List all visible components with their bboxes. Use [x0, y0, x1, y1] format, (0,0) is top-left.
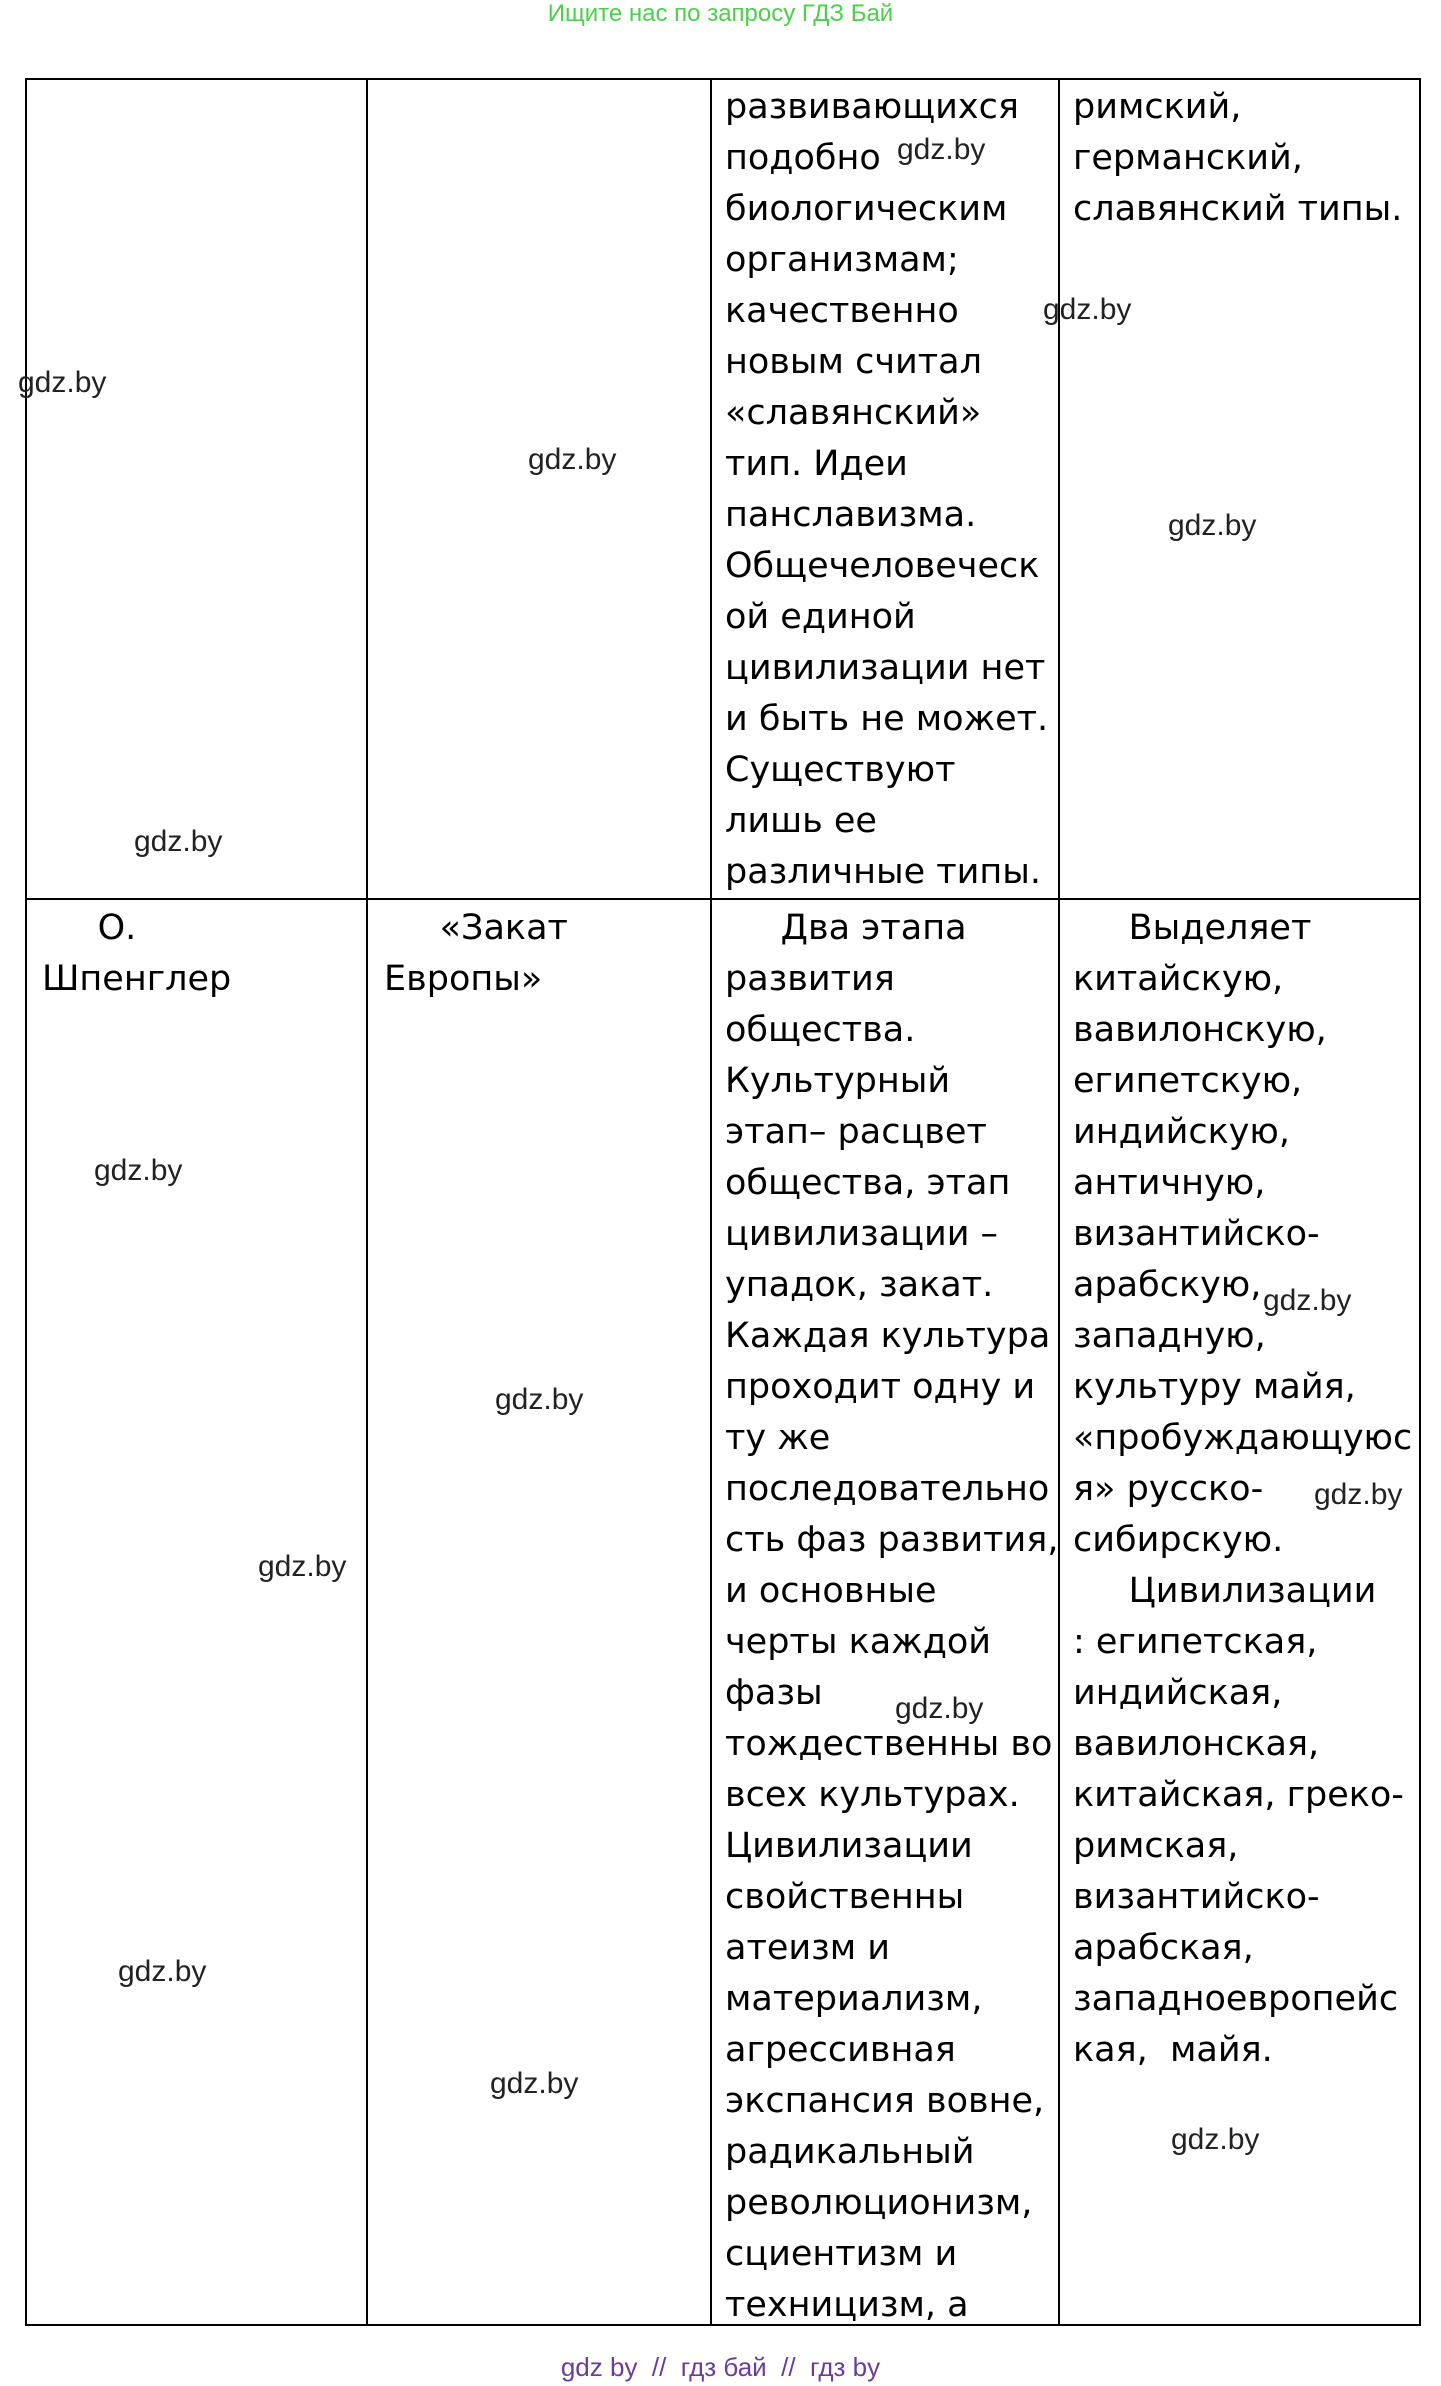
row2-civilizations-cell: Выделяет китайскую, вавилонскую, египетскую, индийскую, античную, византийско- арабскую, западную, культуру майя, «пробуждающуюс я» русско- сибирскую. Цивилизации : египетская, индийская, вавилонская, китайская, греко- римская, византийско- арабская, западноевропейс кая, майя.: [1073, 908, 1413, 2070]
watermark: gdz.by: [895, 1692, 984, 1725]
watermark: gdz.by: [1168, 509, 1257, 542]
column-divider: [366, 78, 368, 2326]
column-divider: [710, 78, 712, 2326]
watermark: gdz.by: [490, 2067, 579, 2100]
footer-links[interactable]: gdz by // гдз бай // гдз by: [560, 2352, 881, 2382]
watermark: gdz.by: [1043, 293, 1132, 326]
row2-work-cell: «Закат Европы»: [384, 908, 568, 999]
row1-types-cell: римский, германский, славянский типы.: [1073, 87, 1403, 229]
watermark: gdz.by: [495, 1383, 584, 1416]
watermark: gdz.by: [118, 1955, 207, 1988]
watermark: gdz.by: [94, 1154, 183, 1187]
row1-description-cell: развивающихся подобно биологическим организмам; качественно новым считал «славянский» тип. Идеи панславизма. Общечеловеческ ой единой цивилизации нет и быть не может. Существуют лишь ее различные типы.: [725, 87, 1049, 892]
row2-author-cell: О. Шпенглер: [42, 908, 232, 999]
row2-description-cell: Два этапа развития общества. Культурный этап– расцвет общества, этап цивилизации – упадок, закат. Каждая культура проходит одну и ту же последовательно сть фаз развития, и основные черты каждой фазы тождественны во всех культурах. Цивилизации свойственны атеизм и материализм, агрессивная экспансия вовне, радикальный революционизм, сциентизм и техницизм, а: [725, 908, 1059, 2325]
watermark: gdz.by: [258, 1550, 347, 1583]
watermark: gdz.by: [528, 443, 617, 476]
watermark: gdz.by: [1171, 2123, 1260, 2156]
watermark: gdz.by: [134, 825, 223, 858]
watermark: gdz.by: [1263, 1284, 1352, 1317]
search-banner[interactable]: Ищите нас по запросу ГДЗ Бай: [547, 0, 894, 27]
watermark: gdz.by: [1314, 1478, 1403, 1511]
watermark: gdz.by: [18, 366, 107, 399]
row-divider: [25, 898, 1421, 900]
watermark: gdz.by: [897, 133, 986, 166]
